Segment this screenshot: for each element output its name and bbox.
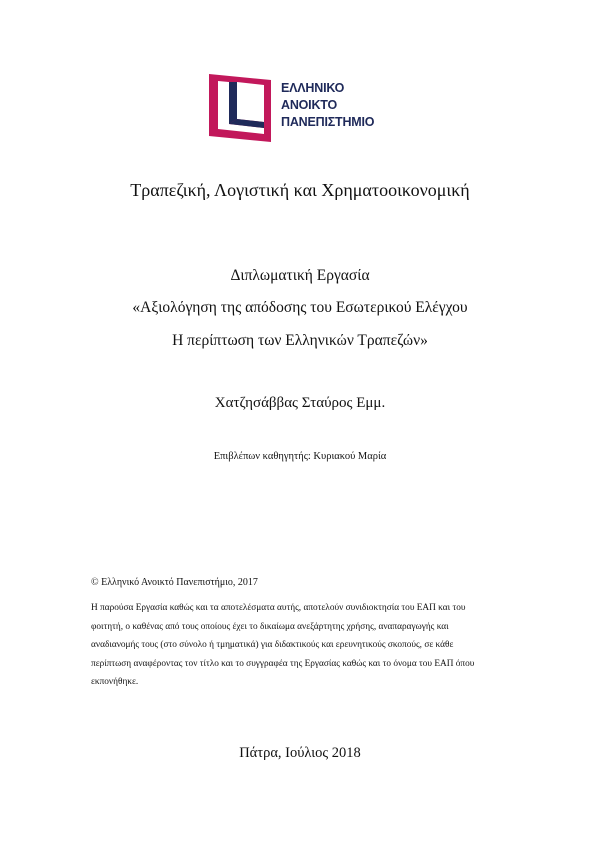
thesis-type: Διπλωματική Εργασία bbox=[230, 267, 370, 284]
thesis-title-line-1: «Αξιολόγηση της απόδοσης του Εσωτερικού Ελέγχου bbox=[132, 299, 468, 316]
notice-line: εκπονήθηκε. bbox=[91, 677, 139, 687]
author-name: Χατζησάββας Σταύρος Εμμ. bbox=[214, 395, 386, 411]
thesis-title-line-2: Η περίπτωση των Ελληνικών Τραπεζών» bbox=[172, 332, 428, 349]
logo-line: ΠΑΝΕΠΙΣΤΗΜΙΟ bbox=[281, 115, 375, 129]
notice-line: Η παρούσα Εργασία καθώς και τα αποτελέσματα αυτής, αποτελούν συνιδιοκτησία του ΕΑΠ και του bbox=[91, 603, 466, 613]
notice-line: φοιτητή, ο καθένας από τους οποίους έχει το δικαίωμα ανεξάρτητης χρήσης, αναπαραγωγής και bbox=[91, 621, 449, 632]
rights-notice bbox=[91, 599, 511, 692]
logo-line: ΑΝΟΙΚΤΟ bbox=[281, 98, 338, 112]
place-date: Πάτρα, Ιούλιος 2018 bbox=[239, 745, 361, 761]
notice-line: αναδιανομής τους (στο σύνολο ή τμηματικά) για διδακτικούς και ερευνητικούς σκοπούς, σε κάθε bbox=[91, 640, 454, 650]
notice-line: περίπτωση αναφέροντας τον τίτλο και το συγγραφέα της Εργασίας καθώς και το όνομα του ΕΑΠ όπου bbox=[91, 658, 475, 669]
university-logo bbox=[209, 72, 399, 142]
program-title: Τραπεζική, Λογιστική και Χρηματοοικονομική bbox=[130, 180, 470, 200]
university-logo-icon bbox=[209, 72, 277, 142]
copyright-notice: © Ελληνικό Ανοικτό Πανεπιστήμιο, 2017 bbox=[91, 577, 258, 588]
logo-line: ΕΛΛΗΝΙΚΟ bbox=[281, 81, 345, 95]
logo-wordmark bbox=[281, 80, 374, 131]
supervisor: Επιβλέπων καθηγητής: Κυριακού Μαρία bbox=[213, 451, 387, 462]
